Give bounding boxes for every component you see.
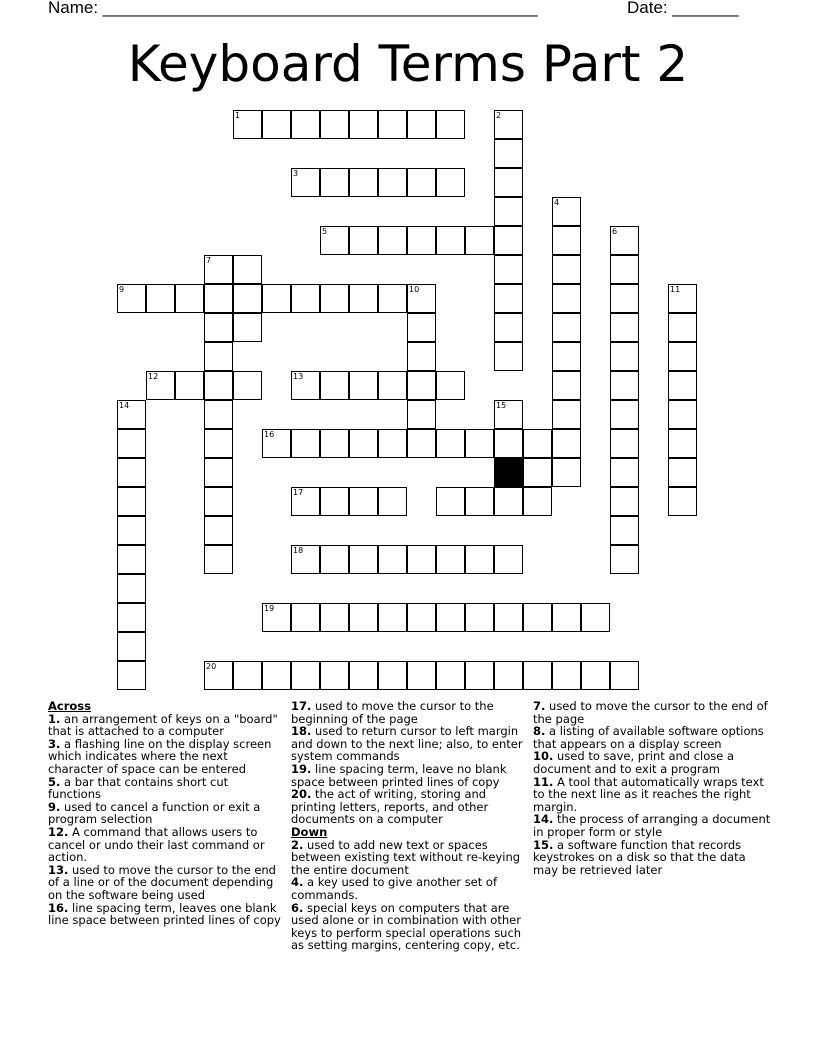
grid-cell[interactable] xyxy=(436,429,465,458)
grid-cell[interactable] xyxy=(552,400,581,429)
grid-cell[interactable] xyxy=(204,371,233,400)
grid-cell[interactable] xyxy=(407,110,436,139)
grid-cell[interactable] xyxy=(117,400,146,429)
grid-cell[interactable] xyxy=(233,661,262,690)
grid-cell[interactable] xyxy=(552,197,581,226)
grid-cell[interactable] xyxy=(204,545,233,574)
grid-cell[interactable] xyxy=(610,313,639,342)
grid-cell[interactable] xyxy=(494,545,523,574)
grid-cell[interactable] xyxy=(291,661,320,690)
grid-cell[interactable] xyxy=(262,429,291,458)
grid-cell[interactable] xyxy=(233,371,262,400)
grid-cell[interactable] xyxy=(668,342,697,371)
grid-cell[interactable] xyxy=(291,429,320,458)
grid-cell[interactable] xyxy=(581,603,610,632)
grid-cell[interactable] xyxy=(465,603,494,632)
grid-cell[interactable] xyxy=(668,429,697,458)
page-title: Keyboard Terms Part 2 xyxy=(127,35,689,93)
grid-cell[interactable] xyxy=(378,545,407,574)
grid-cell[interactable] xyxy=(610,487,639,516)
grid-cell[interactable] xyxy=(349,487,378,516)
grid-cell[interactable] xyxy=(552,371,581,400)
grid-cell[interactable] xyxy=(494,603,523,632)
grid-cell[interactable] xyxy=(494,139,523,168)
clue-number: 18 xyxy=(293,546,304,555)
clue-number: 2 xyxy=(496,111,502,120)
grid-cell[interactable] xyxy=(320,545,349,574)
grid-cell[interactable] xyxy=(581,661,610,690)
grid-cell[interactable] xyxy=(320,226,349,255)
grid-cell[interactable] xyxy=(233,313,262,342)
grid-cell[interactable] xyxy=(610,516,639,545)
grid-cell[interactable] xyxy=(407,168,436,197)
grid-cell[interactable] xyxy=(668,371,697,400)
clue-item: 12. A command that allows users to cancel or undo their last command or action. xyxy=(48,824,265,865)
grid-cell[interactable] xyxy=(291,284,320,313)
grid-cell[interactable] xyxy=(291,545,320,574)
clue-number: 15 xyxy=(496,401,507,410)
clue-number: 14 xyxy=(119,401,130,410)
grid-cell[interactable] xyxy=(494,487,523,516)
grid-cell[interactable] xyxy=(378,371,407,400)
clue-number: 12 xyxy=(148,372,159,381)
grid-cell[interactable] xyxy=(407,603,436,632)
grid-cell[interactable] xyxy=(610,400,639,429)
grid-cell[interactable] xyxy=(610,284,639,313)
clue-item: 20. the act of writing, storing and printing letters, reports, and other documents on a computer xyxy=(291,787,489,827)
grid-cell[interactable] xyxy=(146,371,175,400)
grid-cell[interactable] xyxy=(668,284,697,313)
grid-cell[interactable] xyxy=(378,168,407,197)
grid-cell[interactable] xyxy=(175,284,204,313)
grid-cell[interactable] xyxy=(523,487,552,516)
grid-cell[interactable] xyxy=(552,255,581,284)
grid-cell[interactable] xyxy=(233,255,262,284)
grid-cell[interactable] xyxy=(494,429,523,458)
grid-cell[interactable] xyxy=(117,516,146,545)
clue-item: 4. a key used to give another set of commands. xyxy=(291,875,498,902)
grid-cell[interactable] xyxy=(320,371,349,400)
clue-item: 2. used to add new text or spaces between existing text without re-keying the entire document xyxy=(291,837,521,877)
grid-cell[interactable] xyxy=(378,429,407,458)
clue-number: 10 xyxy=(409,285,420,294)
date-field: Date: _______ xyxy=(627,0,739,17)
grid-cell[interactable] xyxy=(204,284,233,313)
grid-cell[interactable] xyxy=(494,400,523,429)
grid-cell[interactable] xyxy=(523,458,552,487)
grid-cell[interactable] xyxy=(349,603,378,632)
grid-cell[interactable] xyxy=(320,168,349,197)
across-heading: Across xyxy=(48,699,91,713)
grid-cell[interactable] xyxy=(146,284,175,313)
grid-cell[interactable] xyxy=(407,371,436,400)
grid-cell[interactable] xyxy=(262,284,291,313)
grid-cell[interactable] xyxy=(204,516,233,545)
grid-cell[interactable] xyxy=(552,603,581,632)
grid-cell[interactable] xyxy=(117,574,146,603)
grid-cell[interactable] xyxy=(204,255,233,284)
grid-cell[interactable] xyxy=(436,168,465,197)
grid-cell[interactable] xyxy=(610,342,639,371)
grid-cell[interactable] xyxy=(494,226,523,255)
grid-cell[interactable] xyxy=(320,110,349,139)
grid-cell[interactable] xyxy=(552,429,581,458)
grid-cell[interactable] xyxy=(349,661,378,690)
grid-cell[interactable] xyxy=(349,110,378,139)
grid-cell[interactable] xyxy=(610,661,639,690)
grid-cell[interactable] xyxy=(291,371,320,400)
grid-cell[interactable] xyxy=(117,603,146,632)
grid-cell[interactable] xyxy=(668,487,697,516)
grid-cell[interactable] xyxy=(117,487,146,516)
grid-cell[interactable] xyxy=(320,603,349,632)
grid-cell[interactable] xyxy=(117,661,146,690)
grid-cell[interactable] xyxy=(494,661,523,690)
grid-cell[interactable] xyxy=(552,284,581,313)
grid-cell[interactable] xyxy=(262,603,291,632)
clue-number: 13 xyxy=(293,372,304,381)
clue-item: 8. a listing of available software options that appears on a display screen xyxy=(533,724,764,751)
grid-cell[interactable] xyxy=(523,661,552,690)
clue-item: 10. used to save, print and close a document and to exit a program xyxy=(533,749,735,776)
grid-cell[interactable] xyxy=(610,429,639,458)
grid-cell[interactable] xyxy=(407,661,436,690)
grid-cell[interactable] xyxy=(262,661,291,690)
grid-cell[interactable] xyxy=(436,226,465,255)
grid-cell[interactable] xyxy=(465,487,494,516)
clue-number: 5 xyxy=(322,227,328,236)
grid-cell[interactable] xyxy=(494,342,523,371)
grid-cell[interactable] xyxy=(610,371,639,400)
clue-number: 20 xyxy=(206,662,217,671)
clue-number: 9 xyxy=(119,285,125,294)
grid-cell[interactable] xyxy=(552,226,581,255)
grid-cell[interactable] xyxy=(465,661,494,690)
grid-cell[interactable] xyxy=(494,197,523,226)
clue-item: 19. line spacing term, leave no blank space between printed lines of copy xyxy=(291,761,507,789)
grid-cell[interactable] xyxy=(117,632,146,661)
grid-cell[interactable] xyxy=(291,487,320,516)
grid-cell[interactable] xyxy=(320,429,349,458)
grid-cell[interactable] xyxy=(291,110,320,139)
grid-cell[interactable] xyxy=(378,487,407,516)
grid-cell[interactable] xyxy=(610,545,639,574)
clue-item: 1. an arrangement of keys on a "board" that is attached to a computer xyxy=(48,711,278,739)
grid-cell[interactable] xyxy=(117,458,146,487)
name-field: Name: ______________________________________________ xyxy=(48,0,538,17)
grid-cell[interactable] xyxy=(378,661,407,690)
down-heading: Down xyxy=(291,824,328,839)
grid-cell[interactable] xyxy=(378,603,407,632)
grid-cell[interactable] xyxy=(407,400,436,429)
grid-cell[interactable] xyxy=(552,313,581,342)
grid-cell[interactable] xyxy=(407,284,436,313)
clue-number: 11 xyxy=(670,285,681,294)
grid-cell[interactable] xyxy=(407,545,436,574)
grid-cell[interactable] xyxy=(494,110,523,139)
grid-cell[interactable] xyxy=(436,110,465,139)
grid-cell[interactable] xyxy=(320,487,349,516)
clue-item: 15. a software function that records keystrokes on a disk so that the data may be retrieved later xyxy=(533,837,746,877)
grid-cell[interactable] xyxy=(233,284,262,313)
grid-cell[interactable] xyxy=(494,255,523,284)
grid-cell[interactable] xyxy=(407,429,436,458)
grid-cell[interactable] xyxy=(204,342,233,371)
grid-cell[interactable] xyxy=(494,168,523,197)
grid-cell[interactable] xyxy=(349,429,378,458)
grid-cell[interactable] xyxy=(349,545,378,574)
clue-number: 16 xyxy=(264,430,275,439)
clue-item: 16. line spacing term, leaves one blank line space between printed lines of copy xyxy=(48,900,281,928)
clue-item: 5. a bar that contains short cut functions xyxy=(48,774,229,802)
clue-number: 17 xyxy=(293,488,304,497)
clue-number: 1 xyxy=(235,111,241,120)
grid-cell[interactable] xyxy=(117,545,146,574)
grid-cell[interactable] xyxy=(436,371,465,400)
grid-cell[interactable] xyxy=(552,342,581,371)
grid-cell[interactable] xyxy=(523,603,552,632)
clue-number: 4 xyxy=(554,198,560,207)
grid-cell[interactable] xyxy=(465,226,494,255)
grid-cell[interactable] xyxy=(349,371,378,400)
grid-cell[interactable] xyxy=(523,429,552,458)
clue-number: 7 xyxy=(206,256,212,265)
grid-cell[interactable] xyxy=(436,545,465,574)
grid-cell[interactable] xyxy=(436,603,465,632)
grid-cell[interactable] xyxy=(552,661,581,690)
clues-column-1 xyxy=(48,700,284,927)
grid-cell[interactable] xyxy=(349,168,378,197)
grid-cell[interactable] xyxy=(465,429,494,458)
grid-cell[interactable] xyxy=(349,226,378,255)
clue-number: 19 xyxy=(264,604,275,613)
clue-item: 17. used to move the cursor to the beginning of the page xyxy=(291,699,494,726)
grid-cell[interactable] xyxy=(204,313,233,342)
grid-cell[interactable] xyxy=(204,400,233,429)
grid-cell[interactable] xyxy=(233,110,262,139)
clue-item: 7. used to move the cursor to the end of the page xyxy=(533,699,768,726)
grid-cell[interactable] xyxy=(407,313,436,342)
grid-cell[interactable] xyxy=(610,255,639,284)
grid-cell[interactable] xyxy=(378,284,407,313)
grid-cell[interactable] xyxy=(668,313,697,342)
grid-cell[interactable] xyxy=(436,661,465,690)
clue-item: 14. the process of arranging a document in proper form or style xyxy=(533,812,771,839)
grid-cell[interactable] xyxy=(291,168,320,197)
grid-cell[interactable] xyxy=(320,661,349,690)
grid-cell[interactable] xyxy=(668,400,697,429)
grid-cell[interactable] xyxy=(117,429,146,458)
grid-cell[interactable] xyxy=(494,313,523,342)
grid-cell[interactable] xyxy=(204,661,233,690)
grid-cell[interactable] xyxy=(320,284,349,313)
grid-cell[interactable] xyxy=(117,284,146,313)
grid-cell[interactable] xyxy=(436,487,465,516)
grid-cell[interactable] xyxy=(291,603,320,632)
grid-cell[interactable] xyxy=(262,110,291,139)
grid-cell[interactable] xyxy=(668,458,697,487)
clues-column-2 xyxy=(291,700,527,952)
clue-item: 18. used to return cursor to left margin and down to the next line; also, to enter system commands xyxy=(291,724,523,764)
black-cell xyxy=(494,458,523,487)
grid-cell[interactable] xyxy=(494,284,523,313)
grid-cell[interactable] xyxy=(407,226,436,255)
clue-item: 3. a flashing line on the display screen which indicates where the next character of space can be entered xyxy=(48,736,272,776)
grid-cell[interactable] xyxy=(610,458,639,487)
grid-cell[interactable] xyxy=(465,545,494,574)
grid-cell[interactable] xyxy=(349,284,378,313)
grid-cell[interactable] xyxy=(378,110,407,139)
grid-cell[interactable] xyxy=(378,226,407,255)
clue-number: 6 xyxy=(612,227,618,236)
clue-item: 9. used to cancel a function or exit a program selection xyxy=(48,799,261,827)
clue-item: 11. A tool that automatically wraps text to the next line as it reaches the right margin. xyxy=(533,774,764,814)
grid-cell[interactable] xyxy=(204,458,233,487)
clue-item: 6. special keys on computers that are used alone or in combination with other keys to perform special operations such as setting margins, centering copy, etc. xyxy=(291,900,522,953)
grid-cell[interactable] xyxy=(175,371,204,400)
clue-item: 13. used to move the cursor to the end of a line or of the document depending on the software being used xyxy=(48,862,276,902)
clue-number: 3 xyxy=(293,169,299,178)
grid-cell[interactable] xyxy=(204,487,233,516)
grid-cell[interactable] xyxy=(407,342,436,371)
grid-cell[interactable] xyxy=(552,458,581,487)
grid-cell[interactable] xyxy=(610,226,639,255)
grid-cell[interactable] xyxy=(204,429,233,458)
clues-column-3 xyxy=(533,700,773,876)
